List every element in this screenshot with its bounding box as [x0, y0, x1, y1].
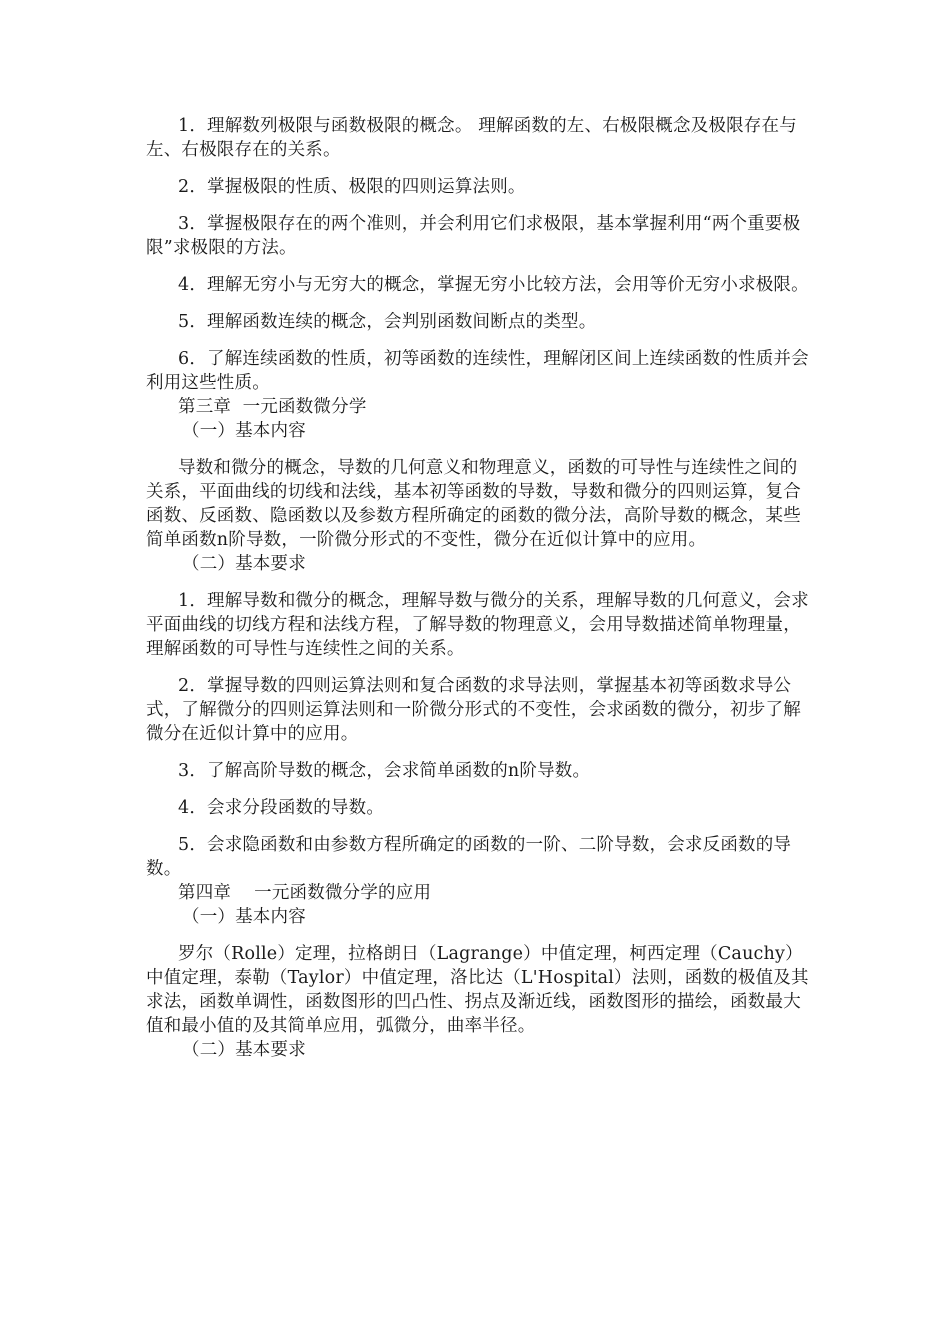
chapter4-requirements-heading: （二）基本要求: [182, 1040, 306, 1060]
chapter3-requirement-4: 4．会求分段函数的导数。: [178, 798, 385, 818]
chapter3-requirement-5: 5．会求隐函数和由参数方程所确定的函数的一阶、二阶导数，会求反函数的导数。: [146, 835, 792, 879]
chapter4-content-text: 罗尔（Rolle）定理，拉格朗日（Lagrange）中值定理，柯西定理（Cauchy）中值定理，泰勒（Taylor）中值定理，洛比达（L'Hospital）法则，函数的极值及其求法，函数单调性，函数图形的凹凸性、拐点及渐近线，函数图形的描绘，函数最大值和最小值的及其简单应用，弧微分，曲率半径。: [146, 944, 809, 1036]
chapter3-requirement-1: 1．理解导数和微分的概念，理解导数与微分的关系，理解导数的几何意义，会求平面曲线的切线方程和法线方程，了解导数的物理意义，会用导数描述简单物理量，理解函数的可导性与连续性之间的关系。: [146, 591, 809, 659]
limits-requirement-1: 1．理解数列极限与函数极限的概念。 理解函数的左、右极限概念及极限存在与左、右极限存在的关系。: [146, 116, 797, 160]
limits-requirement-5: 5．理解函数连续的概念，会判别函数间断点的类型。: [178, 312, 597, 332]
limits-requirement-2: 2．掌握极限的性质、极限的四则运算法则。: [178, 177, 526, 197]
limits-requirement-3: 3．掌握极限存在的两个准则，并会利用它们求极限，基本掌握利用“两个重要极限”求极限的方法。: [146, 214, 801, 258]
limits-requirement-6: 6．了解连续函数的性质，初等函数的连续性，理解闭区间上连续函数的性质并会利用这些性质。: [146, 349, 809, 393]
chapter3-content-text: 导数和微分的概念，导数的几何意义和物理意义，函数的可导性与连续性之间的关系，平面曲线的切线和法线，基本初等函数的导数，导数和微分的四则运算，复合函数、反函数、隐函数以及参数方程所确定的函数的微分法，高阶导数的概念，某些简单函数n阶导数，一阶微分形式的不变性，微分在近似计算中的应用。: [146, 458, 801, 550]
chapter3-requirements-heading: （二）基本要求: [182, 554, 306, 574]
chapter3-title: 第三章 一元函数微分学: [178, 397, 367, 417]
document-body: [146, 114, 810, 1062]
limits-requirement-4: 4．理解无穷小与无穷大的概念，掌握无穷小比较方法，会用等价无穷小求极限。: [178, 275, 809, 295]
chapter3-requirement-3: 3．了解高阶导数的概念，会求简单函数的n阶导数。: [178, 761, 591, 781]
chapter4-content-heading: （一）基本内容: [182, 907, 306, 927]
chapter3-requirement-2: 2．掌握导数的四则运算法则和复合函数的求导法则，掌握基本初等函数求导公式，了解微分的四则运算法则和一阶微分形式的不变性，会求函数的微分，初步了解微分在近似计算中的应用。: [146, 676, 801, 744]
chapter3-content-heading: （一）基本内容: [182, 421, 306, 441]
chapter4-title: 第四章 一元函数微分学的应用: [178, 883, 432, 903]
